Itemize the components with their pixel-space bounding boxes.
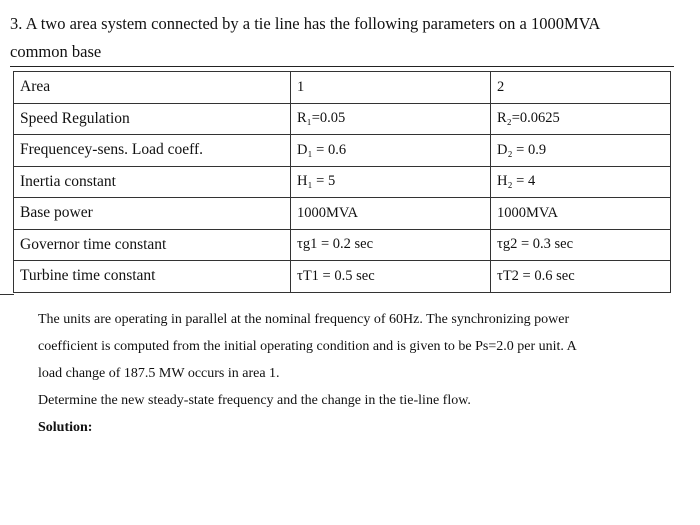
area-1-value-cell: 1000MVA: [291, 198, 491, 230]
table-row: [14, 135, 671, 167]
area-2-value-cell: D₂ = 0.9: [491, 135, 671, 167]
area-1-value-cell: τT1 = 0.5 sec: [291, 261, 491, 293]
statement-line-1: The units are operating in parallel at the nominal frequency of 60Hz. The synchronizing power: [38, 312, 570, 327]
parameter-name-cell: Inertia constant: [14, 166, 291, 198]
parameter-name-cell: Area: [14, 72, 291, 104]
statement-line-3: load change of 187.5 MW occurs in area 1.: [38, 366, 280, 381]
table-row: [14, 166, 671, 198]
area-2-value-cell: τg2 = 0.3 sec: [491, 229, 671, 261]
area-1-value-cell: 1: [291, 72, 491, 104]
statement-line-2: coefficient is computed from the initial operating condition and is given to be Ps=2.0 per unit. A: [38, 339, 577, 354]
area-1-value-cell: R₁=0.05: [291, 103, 491, 135]
area-2-value-cell: H₂ = 4: [491, 166, 671, 198]
parameter-name-cell: Turbine time constant: [14, 261, 291, 293]
solution-label: Solution:: [38, 420, 93, 435]
statement-line-4: Determine the new steady-state frequency and the change in the tie-line flow.: [38, 393, 471, 408]
table-row: [14, 103, 671, 135]
question-heading: [10, 12, 670, 64]
area-2-value-cell: τT2 = 0.6 sec: [491, 261, 671, 293]
table-row: [14, 198, 671, 230]
area-2-value-cell: R₂=0.0625: [491, 103, 671, 135]
table-header-row: [14, 72, 671, 104]
bottom-divider: [0, 294, 14, 295]
area-1-value-cell: H₁ = 5: [291, 166, 491, 198]
parameter-name-cell: Frequencey-sens. Load coeff.: [14, 135, 291, 167]
top-divider: [10, 66, 674, 67]
area-1-value-cell: D₁ = 0.6: [291, 135, 491, 167]
parameter-name-cell: Governor time constant: [14, 229, 291, 261]
area-2-value-cell: 1000MVA: [491, 198, 671, 230]
table-row: [14, 261, 671, 293]
area-1-value-cell: τg1 = 0.2 sec: [291, 229, 491, 261]
problem-statement: [38, 306, 668, 414]
question-line-2: common base: [10, 42, 102, 61]
parameters-table: [13, 71, 671, 293]
parameter-name-cell: Base power: [14, 198, 291, 230]
question-line-1: 3. A two area system connected by a tie line has the following parameters on a 1000MVA: [10, 14, 601, 33]
parameter-name-cell: Speed Regulation: [14, 103, 291, 135]
table-row: [14, 229, 671, 261]
area-2-value-cell: 2: [491, 72, 671, 104]
